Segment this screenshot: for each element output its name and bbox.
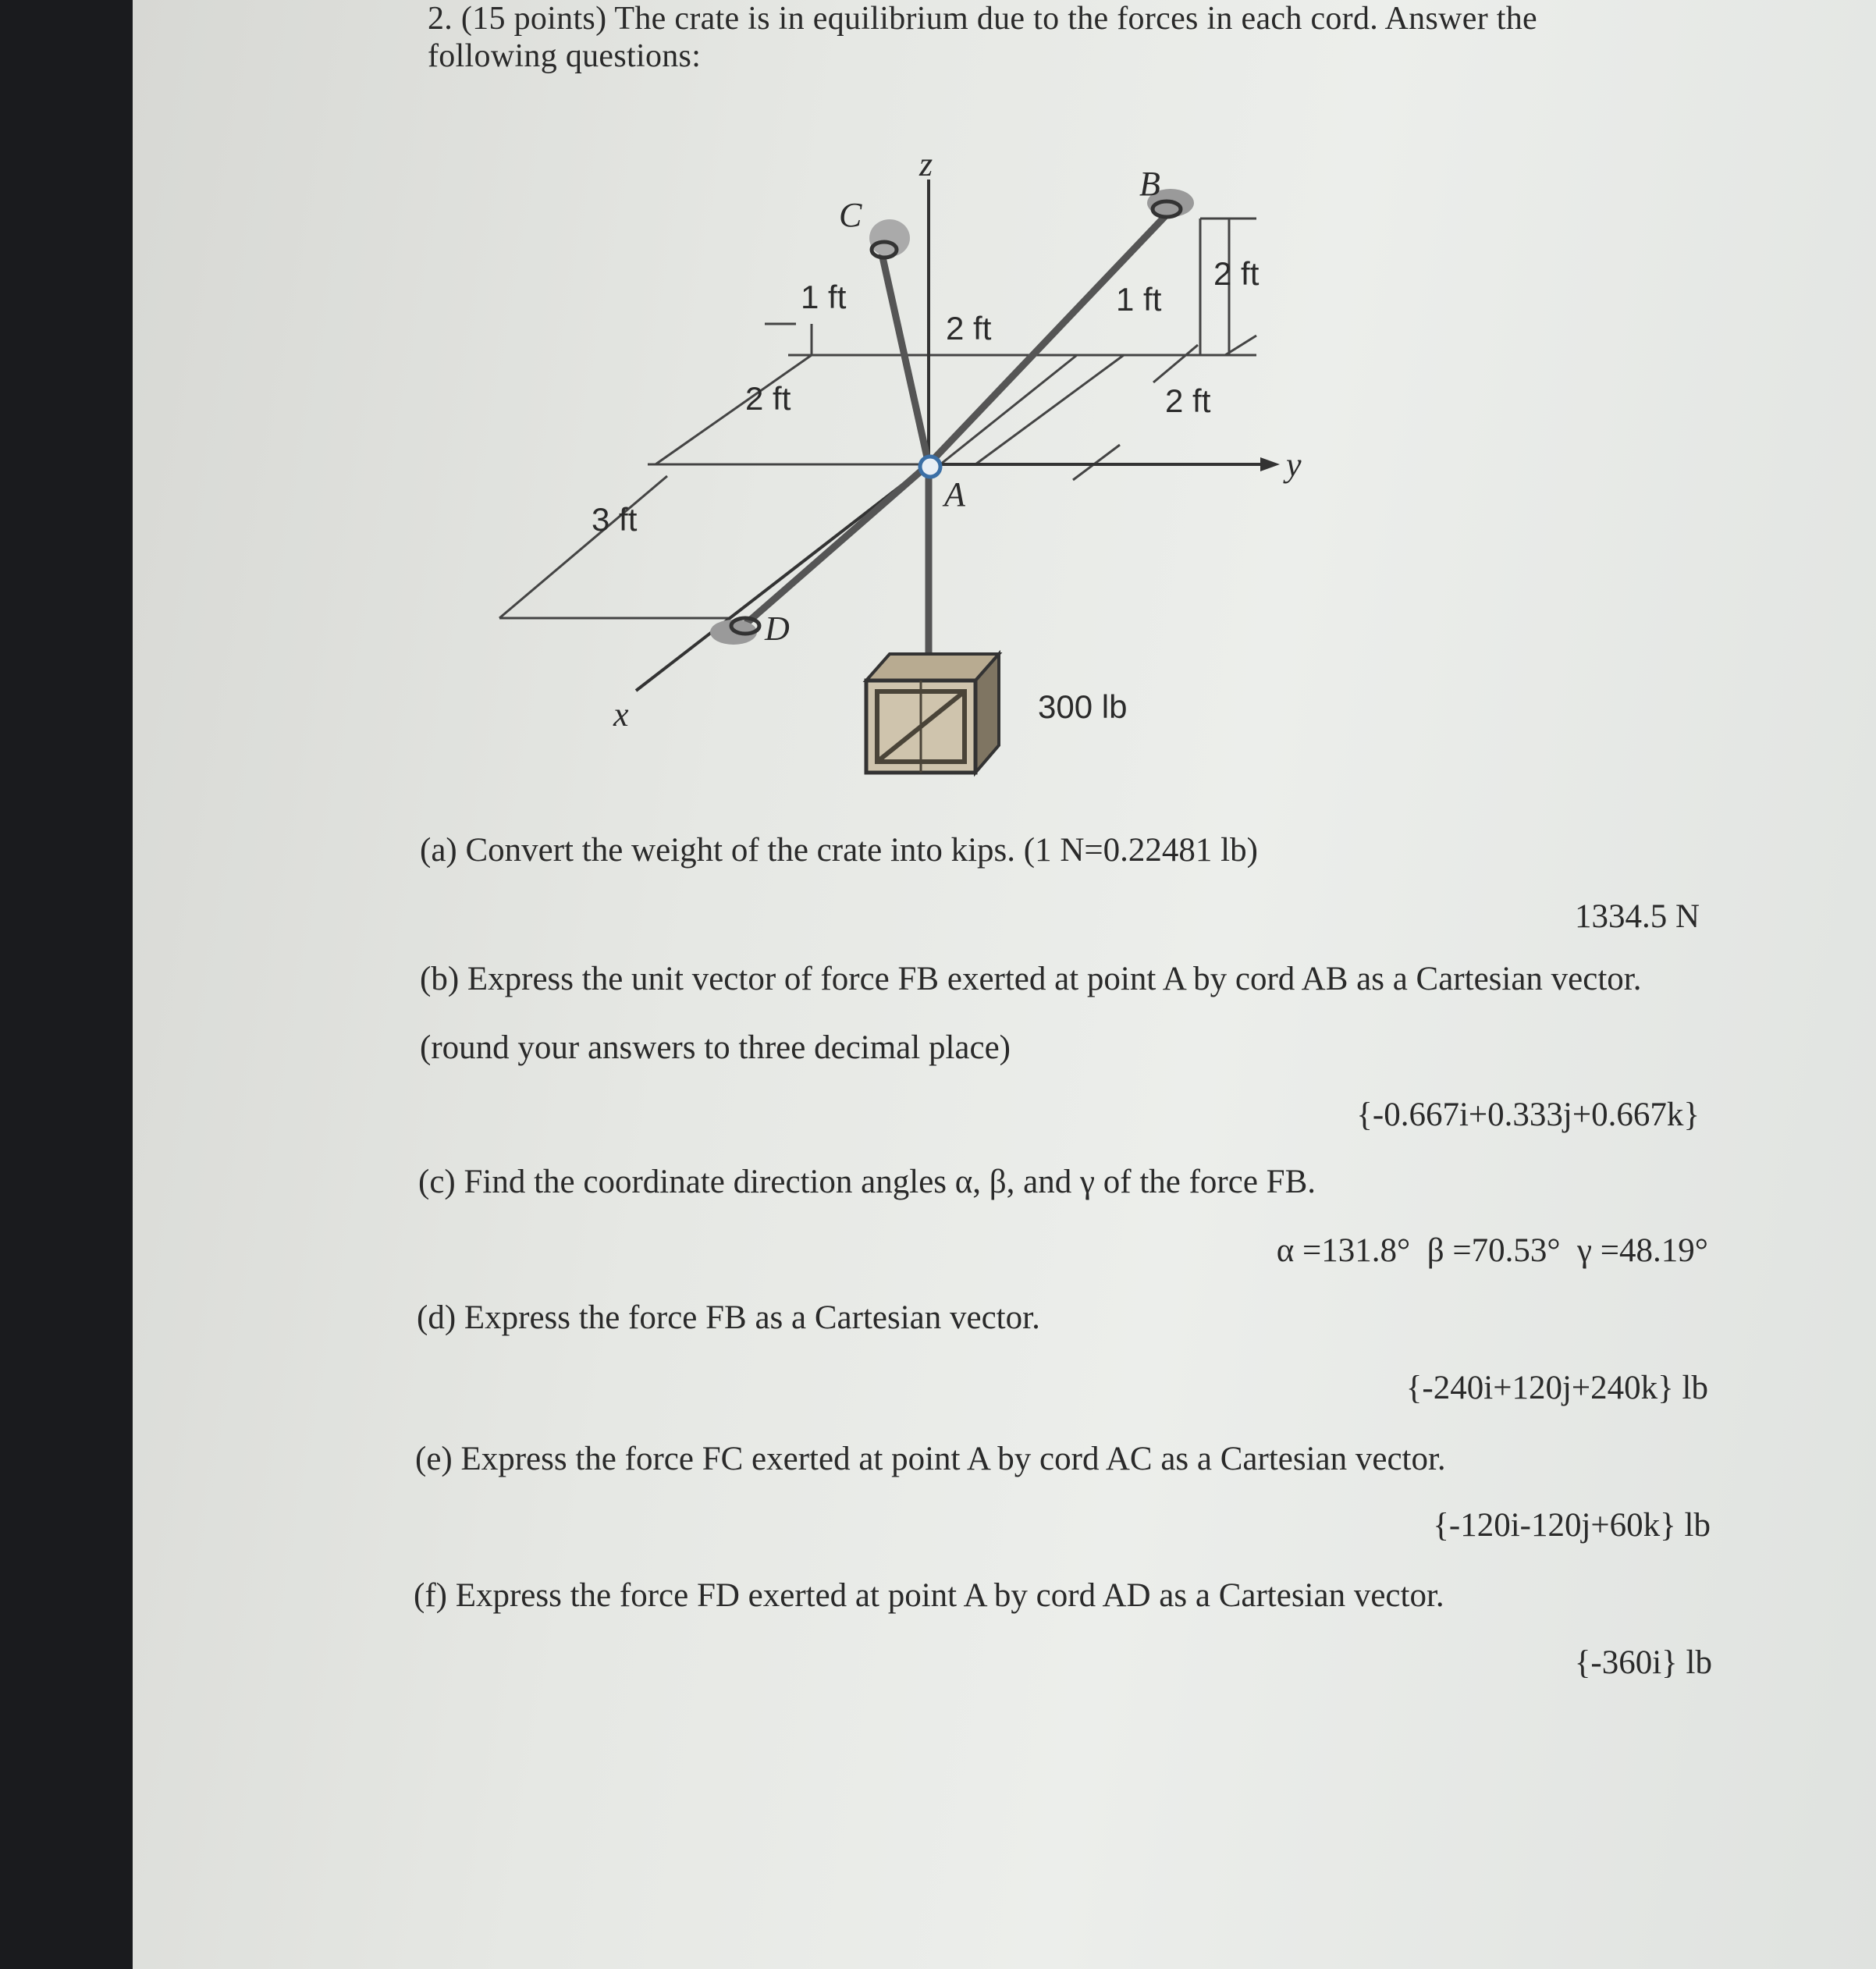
- cord-ad: [745, 464, 929, 624]
- label-y: y: [1286, 446, 1302, 484]
- label-dim-2ft-b: 2 ft: [1213, 255, 1260, 292]
- bolt-c-shadow: [869, 219, 910, 257]
- question-f: (f) Express the force FD exerted at point A by cord AD as a Cartesian vector.: [414, 1577, 1444, 1614]
- answer-c: α =131.8° β =70.53° γ =48.19°: [1276, 1232, 1708, 1269]
- question-a: (a) Convert the weight of the crate into kips. (1 N=0.22481 lb): [420, 832, 1258, 869]
- label-b: B: [1139, 165, 1160, 203]
- cord-ac: [882, 254, 929, 464]
- crate: [866, 654, 999, 773]
- question-b-line1: (b) Express the unit vector of force FB exerted at point A by cord AB as a Cartesian vector.: [420, 961, 1642, 997]
- label-dim-2ft-right: 2 ft: [1165, 382, 1211, 419]
- label-dim-2ft-left: 2 ft: [745, 380, 791, 417]
- label-a: A: [944, 475, 965, 514]
- problem-header-line1: 2. (15 points) The crate is in equilibrium due to the forces in each cord. Answer the: [428, 1, 1537, 37]
- label-dim-2ft-mid: 2 ft: [946, 310, 992, 347]
- question-d: (d) Express the force FB as a Cartesian vector.: [417, 1299, 1040, 1336]
- answer-e: {-120i-120j+60k} lb: [1433, 1507, 1711, 1544]
- question-b-line2: (round your answers to three decimal place): [420, 1029, 1011, 1066]
- answer-b: {-0.667i+0.333j+0.667k}: [1356, 1096, 1700, 1133]
- reference-lines: [499, 219, 1256, 618]
- ring-a: [920, 457, 940, 477]
- answer-a: 1334.5 N: [1574, 898, 1700, 935]
- label-weight: 300 lb: [1038, 688, 1128, 725]
- label-z: z: [919, 145, 933, 183]
- label-dim-3ft: 3 ft: [592, 501, 638, 538]
- crate-cord-diagram: [468, 140, 1342, 812]
- label-x: x: [613, 695, 629, 734]
- label-d: D: [765, 610, 790, 648]
- question-c: (c) Find the coordinate direction angles α, β, and γ of the force FB.: [418, 1164, 1316, 1200]
- label-dim-1ft-c: 1 ft: [801, 279, 847, 315]
- label-dim-1ft-b: 1 ft: [1116, 281, 1162, 318]
- problem-header-line2: following questions:: [428, 38, 702, 74]
- label-c: C: [839, 196, 862, 234]
- y-axis-arrow: [1260, 457, 1280, 471]
- answer-f: {-360i} lb: [1574, 1644, 1712, 1681]
- question-e: (e) Express the force FC exerted at point A by cord AC as a Cartesian vector.: [415, 1441, 1446, 1477]
- answer-d: {-240i+120j+240k} lb: [1405, 1370, 1708, 1406]
